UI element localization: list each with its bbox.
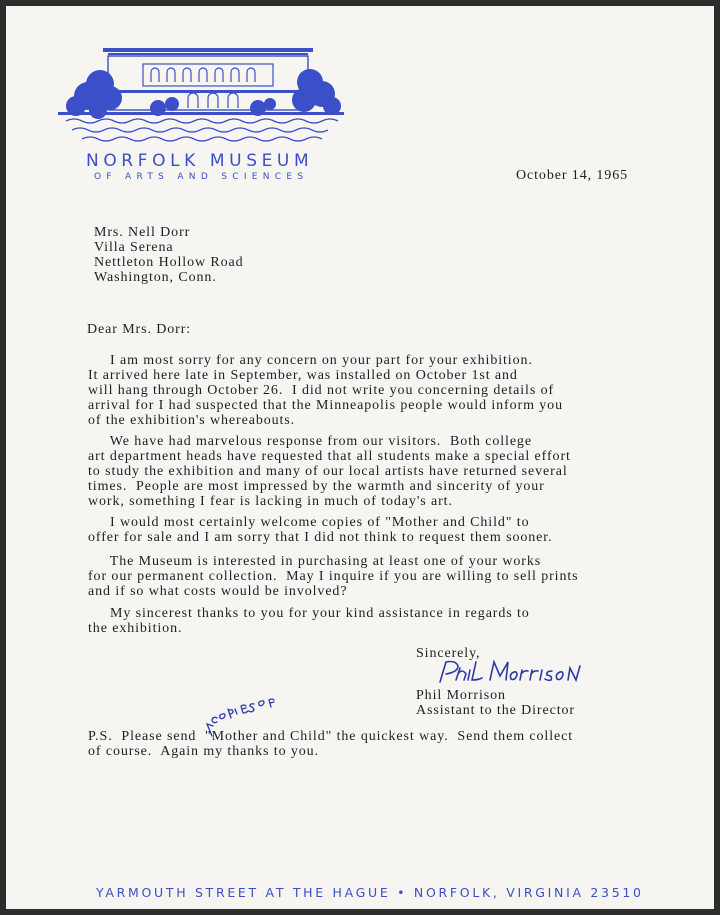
museum-building-logo bbox=[48, 46, 344, 146]
salutation: Dear Mrs. Dorr: bbox=[87, 322, 192, 337]
signer-name: Phil Morrison bbox=[416, 688, 506, 703]
letter-page bbox=[6, 6, 714, 909]
handwritten-signature bbox=[434, 656, 584, 692]
body-paragraph: We have had marvelous response from our visitors. Both college art department heads have requested that all students make a special effort to study the exhibition and many of our local artists have returned several times. People are most impressed by the warmth and sincerity of your work, something I fear is lacking in much of today's art. bbox=[88, 434, 571, 509]
museum-subtitle: OF ARTS AND SCIENCES bbox=[94, 172, 309, 182]
postscript: P.S. Please send "Mother and Child" the quickest way. Send them collect of course. Again my thanks to you. bbox=[88, 729, 573, 759]
recipient-line: Nettleton Hollow Road bbox=[94, 255, 244, 270]
recipient-address bbox=[94, 225, 244, 285]
recipient-line: Villa Serena bbox=[94, 240, 174, 255]
recipient-line: Washington, Conn. bbox=[94, 270, 217, 285]
closing: Sincerely, bbox=[416, 646, 481, 661]
body-paragraph: The Museum is interested in purchasing at least one of your works for our permanent collection. May I inquire if you are willing to sell prints and if so what costs would be involved? bbox=[88, 554, 579, 599]
signer-title: Assistant to the Director bbox=[416, 703, 575, 718]
body-paragraph: I would most certainly welcome copies of "Mother and Child" to offer for sale and I am sorry that I did not think to request them sooner. bbox=[88, 515, 553, 545]
recipient-line: Mrs. Nell Dorr bbox=[94, 225, 191, 240]
museum-name: NORFOLK MUSEUM bbox=[86, 151, 314, 171]
body-paragraph: I am most sorry for any concern on your part for your exhibition. It arrived here late in September, was installed on October 1st and will hang through October 26. I did not write you concerning details of arrival for I had suspected that the Minneapolis people would inform you of the exhibition's whereabouts. bbox=[88, 353, 563, 428]
letter-date: October 14, 1965 bbox=[516, 168, 628, 183]
body-paragraph: My sincerest thanks to you for your kind assistance in regards to the exhibition. bbox=[88, 606, 530, 636]
letterhead-footer-address: YARMOUTH STREET AT THE HAGUE • NORFOLK, VIRGINIA 23510 bbox=[96, 885, 644, 900]
